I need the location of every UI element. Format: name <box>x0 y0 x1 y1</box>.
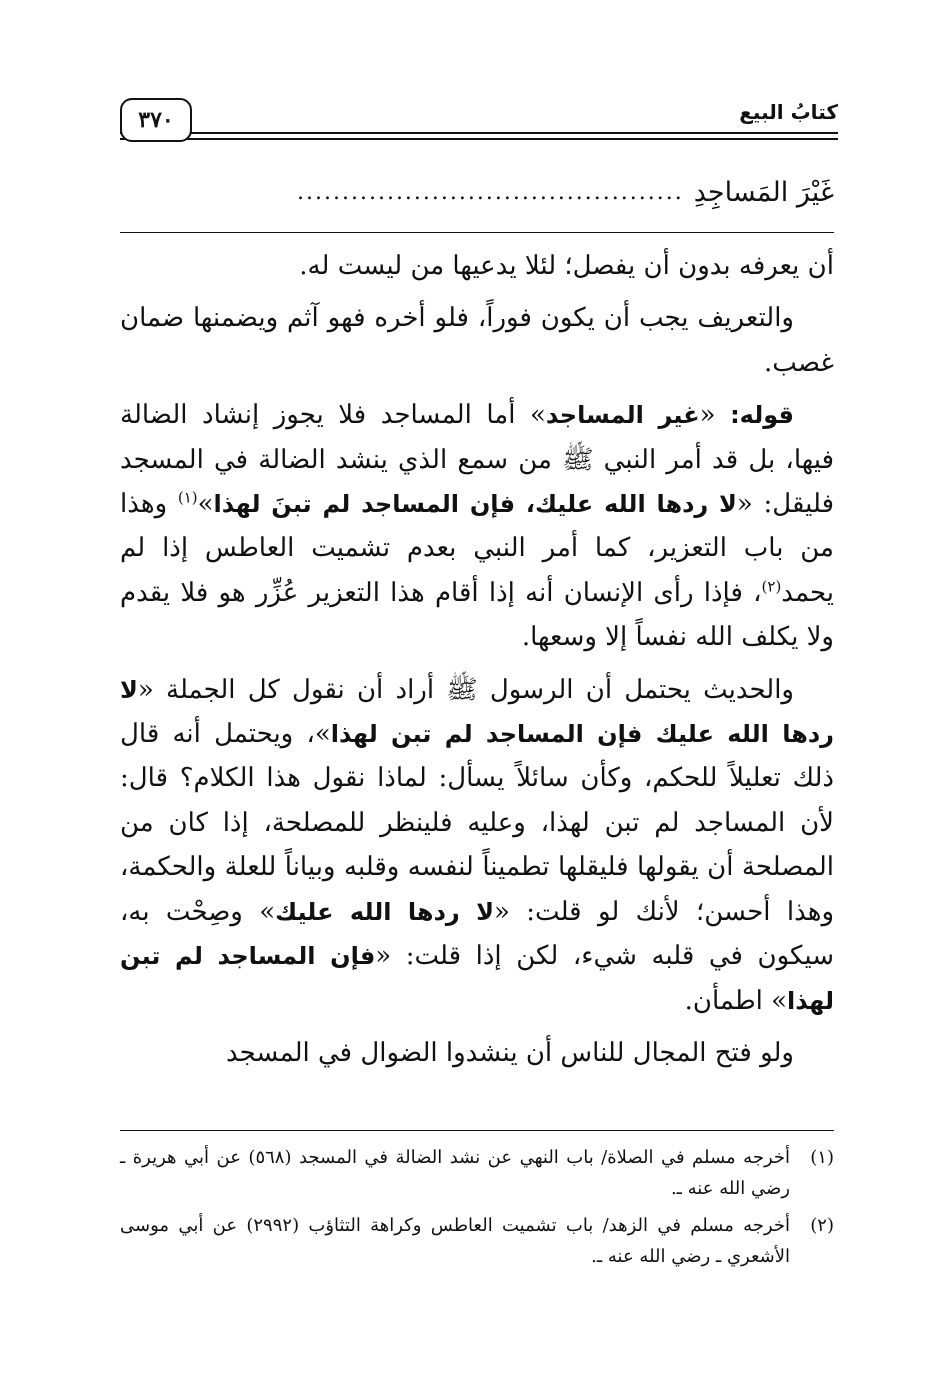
section-heading <box>120 168 834 216</box>
footnote-divider <box>120 1130 834 1131</box>
bold-text: لا ردها الله عليك فإن المساجد لم تبن لهذا <box>120 675 834 749</box>
section-divider <box>120 232 834 233</box>
paragraph-3 <box>120 393 834 659</box>
footnote-text: أخرجه مسلم في الزهد/ باب تشميت العاطس وكراهة التثاؤب (٢٩٩٢) عن أبي موسى الأشعري ـ رضي الله عنه ـ. <box>120 1215 790 1267</box>
text-run: ، فإذا رأى الإنسان أنه إذا أقام هذا التعزير عُزِّر هو فلا يقدم ولا يكلف الله نفساً إلا وسعها. <box>120 577 834 653</box>
footnote-number: (٢) <box>810 1215 834 1236</box>
text-run: والحديث يحتمل أن الرسول ﷺ أراد أن نقول كل الجملة « <box>137 674 794 705</box>
paragraph-5: ولو فتح المجال للناس أن ينشدوا الضوال في المسجد <box>225 1037 794 1068</box>
body-text <box>120 244 834 1083</box>
text-run: » <box>197 489 214 520</box>
header-rule-top <box>120 132 838 134</box>
footnotes <box>120 1142 834 1278</box>
footnote-ref-2[interactable]: (٢) <box>761 577 782 596</box>
footnote-ref-1[interactable]: (١) <box>177 488 198 507</box>
bold-text: لا ردها الله عليك <box>275 897 495 926</box>
footnote-1 <box>120 1142 834 1204</box>
paragraph-1: أن يعرفه بدون أن يفصل؛ لئلا يدعيها من ليست له. <box>299 251 834 281</box>
header-rule-bottom <box>120 138 838 140</box>
section-title: غَيْرَ المَساجِدِ <box>693 176 834 208</box>
page-number: ٣٧٠ <box>120 98 192 142</box>
text-run: « <box>699 400 731 431</box>
text-run: وهذا من باب التعزير، كما أمر النبي بعدم تشميت العاطس إذا لم يحمد <box>120 489 834 608</box>
paragraph-2: والتعريف يجب أن يكون فوراً، فلو أخره فهو آثم ويضمنها ضمان غصب. <box>120 303 834 378</box>
footnote-text: أخرجه مسلم في الصلاة/ باب النهي عن نشد الضالة في المسجد (٥٦٨) عن أبي هريرة ـ رضي الله عنه ـ. <box>120 1147 791 1199</box>
bold-text: لا ردها الله عليك، فإن المساجد لم تبنَ لهذا <box>213 490 737 519</box>
page-header <box>120 98 838 148</box>
footnote-number: (١) <box>810 1147 834 1168</box>
book-title: كتابُ البيع <box>739 100 838 124</box>
bold-text: قوله: <box>730 401 794 430</box>
bold-text: فإن المساجد لم تبن لهذا <box>120 942 834 1015</box>
text-run: » اطمأن. <box>684 985 788 1016</box>
text-run: » وصِحْت به، سيكون في قلبه شيء، لكن إذا قلت: « <box>120 896 834 972</box>
section-dots: ........................................... <box>297 179 684 205</box>
text-run: »، ويحتمل أنه قال ذلك تعليلاً للحكم، وكأن سائلاً يسأل: لماذا نقول هذا الكلام؟ قال: لأن المساجد لم تبن لهذا، وعليه فلينظر للمصلحة، إذا كان من المصلحة أن يقولها فليقلها تطميناً لنفسه وقلبه وبياناً للعلة والحكمة، وهذا أحسن؛ لأنك لو قلت: « <box>120 719 835 927</box>
footnote-2 <box>120 1210 834 1272</box>
text-run: » أما المساجد فلا يجوز إنشاد الضالة فيها، بل قد أمر النبي ﷺ من سمع الذي ينشد الضالة في المسجد فليقل: « <box>120 400 834 520</box>
bold-text: غير المساجد <box>545 401 700 430</box>
paragraph-4 <box>120 668 834 1023</box>
